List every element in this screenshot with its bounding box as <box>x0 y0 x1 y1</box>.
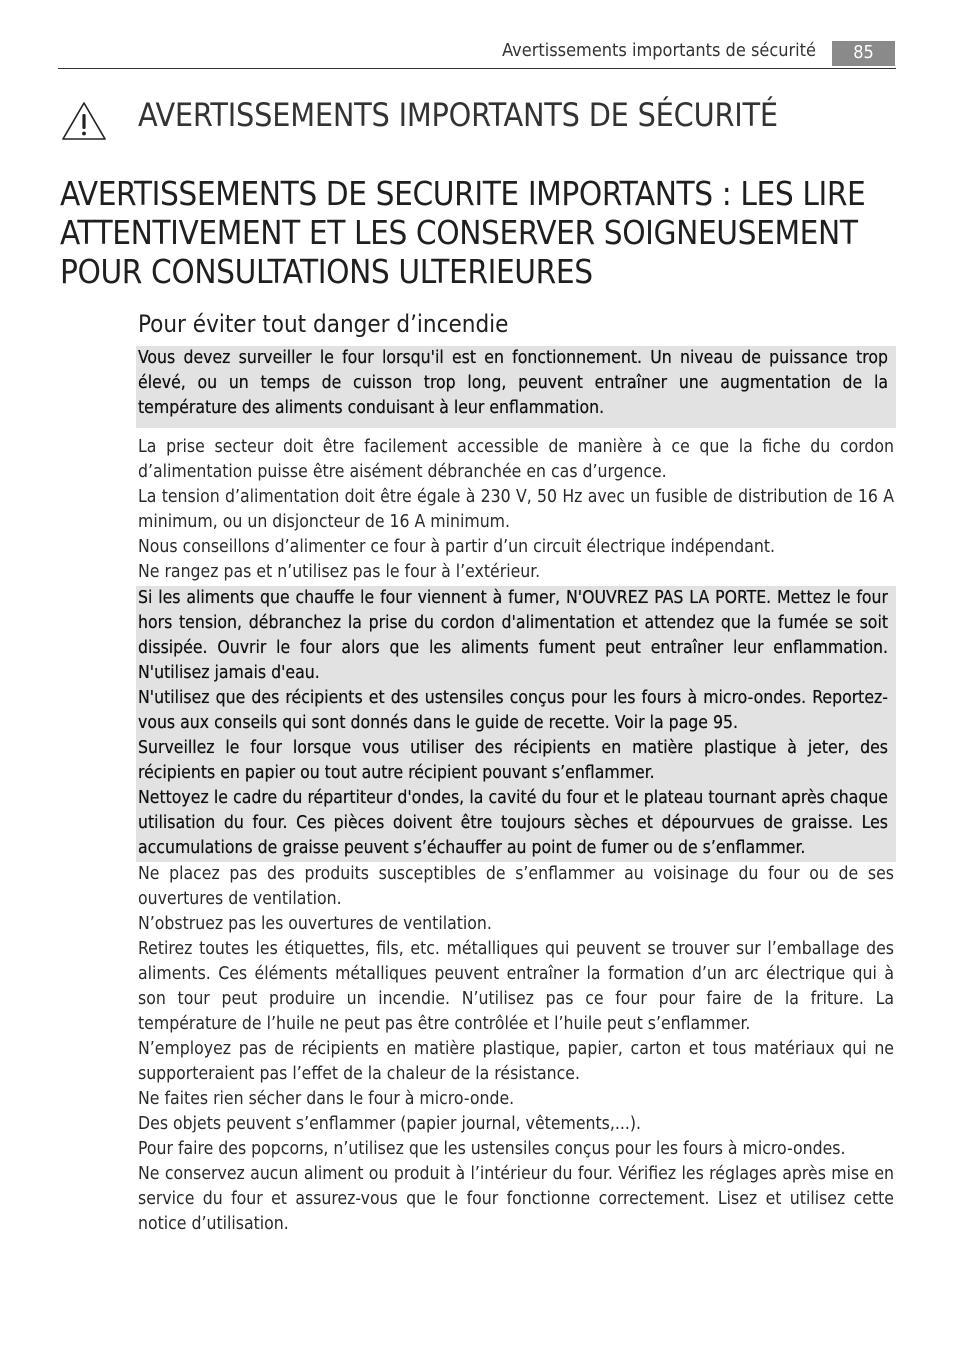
main-heading: AVERTISSEMENTS DE SECURITE IMPORTANTS : LES LIRE ATTENTIVEMENT ET LES CONSERVER SOIGNEUSEMENT POUR CONSULTATIONS ULTERIEURES <box>60 174 866 291</box>
running-header-title: Avertissements importants de sécurité <box>502 40 816 61</box>
warning-box <box>136 346 896 428</box>
sub-heading: Pour éviter tout danger d’incendie <box>138 310 509 338</box>
warning-box <box>136 586 896 862</box>
header-rule <box>58 68 896 69</box>
body-paragraph: Des objets peuvent s’enflammer (papier journal, vêtements,...). <box>138 1114 642 1134</box>
body-paragraph: Retirez toutes les étiquettes, fils, etc. métalliques qui peuvent se trouver sur l’emballage des aliments. Ces éléments métalliques peuvent entraîner la formation d’un arc électrique qui à son tour peut produire un incendie. N’utilisez pas ce four pour faire de la friture. La température de l’huile ne peut pas être contrôlée et l’huile peut s’enflammer. <box>138 939 894 1034</box>
body-paragraph: La tension d’alimentation doit être égale à 230 V, 50 Hz avec un fusible de distribution de 16 A minimum, ou un disjoncteur de 16 A minimum. <box>138 487 894 532</box>
body-paragraph: N’obstruez pas les ouvertures de ventilation. <box>138 914 492 934</box>
warning-paragraph: N'utilisez que des récipients et des ustensiles conçus pour les fours à micro-ondes. Reportez-vous aux conseils qui sont donnés dans le guide de recette. Voir la page 95. <box>138 688 888 733</box>
body-paragraph: N’employez pas de récipients en matière plastique, papier, carton et tous matériaux qui ne supporteraient pas l’effet de la chaleur de la résistance. <box>138 1039 894 1084</box>
body-paragraph: Ne faites rien sécher dans le four à micro-onde. <box>138 1089 515 1109</box>
warning-triangle-icon <box>60 100 108 142</box>
body-text-block <box>136 435 896 585</box>
body-paragraph: Pour faire des popcorns, n’utilisez que les ustensiles conçus pour les fours à micro-ondes. <box>138 1139 846 1159</box>
body-paragraph: La prise secteur doit être facilement accessible de manière à ce que la fiche du cordon d’alimentation puisse être aisément débranchée en cas d’urgence. <box>138 437 894 482</box>
body-paragraph: Nous conseillons d’alimenter ce four à partir d’un circuit électrique indépendant. <box>138 537 775 557</box>
warning-paragraph: Nettoyez le cadre du répartiteur d'ondes, la cavité du four et le plateau tournant après chaque utilisation du four. Ces pièces doivent être toujours sèches et dépourvues de graisse. Les accumulations de graisse peuvent s’échauffer au point de fumer ou de s’enflammer. <box>138 788 888 858</box>
body-paragraph: Ne conservez aucun aliment ou produit à l’intérieur du four. Vérifiez les réglages après mise en service du four et assurez-vous que le four fonctionne correctement. Lisez et utilisez cette notice d’utilisation. <box>138 1164 894 1234</box>
warning-paragraph: Surveillez le four lorsque vous utiliser des récipients en matière plastique à jeter, des récipients en papier ou tout autre récipient pouvant s’enflammer. <box>138 738 888 783</box>
body-paragraph: Ne placez pas des produits susceptibles de s’enflammer au voisinage du four ou de ses ouvertures de ventilation. <box>138 864 894 909</box>
section-title: AVERTISSEMENTS IMPORTANTS DE SÉCURITÉ <box>138 96 778 134</box>
content-body <box>136 346 896 1237</box>
warning-paragraph: Vous devez surveiller le four lorsqu'il est en fonctionnement. Un niveau de puissance trop élevé, ou un temps de cuisson trop long, peuvent entraîner une augmentation de la température des aliments conduisant à leur enflammation. <box>138 348 888 418</box>
warning-paragraph: Si les aliments que chauffe le four viennent à fumer, N'OUVREZ PAS LA PORTE. Mettez le four hors tension, débranchez la prise du cordon d'alimentation et attendez que la fumée se soit dissipée. Ouvrir le four alors que les aliments fument peut entraîner leur enflammation. N'utilisez jamais d'eau. <box>138 588 888 683</box>
page-number: 85 <box>832 41 895 66</box>
body-paragraph: Ne rangez pas et n’utilisez pas le four à l’extérieur. <box>138 562 541 582</box>
body-text-block <box>136 862 896 1237</box>
